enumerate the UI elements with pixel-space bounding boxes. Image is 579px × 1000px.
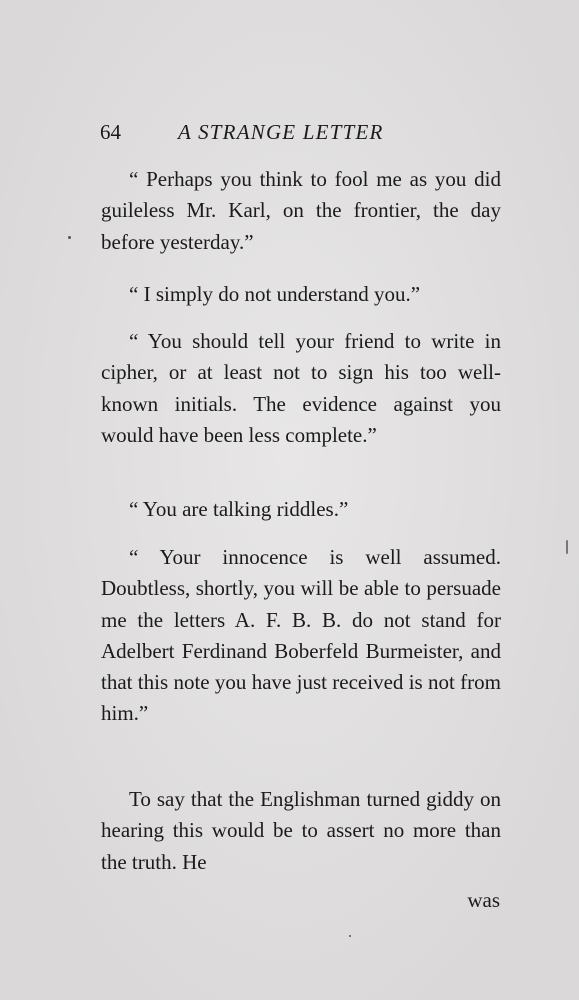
- paragraph-4: “ You are talking riddles.”: [129, 497, 349, 521]
- paper-speck: [349, 935, 351, 937]
- paper-speck: [68, 236, 71, 239]
- paragraph-3: “ You should tell your friend to write in cipher, or at least not to sign his too well-known initials. The evidence against you would have been less complete.”: [101, 329, 501, 447]
- paper-mark: [566, 540, 568, 554]
- page-header: [100, 118, 500, 146]
- paragraph-5: “ Your innocence is well assumed. Doubtless, shortly, you will be able to persuade me the letters A. F. B. B. do not stand for Adelbert Ferdinand Boberfeld Burmeister, and that this note you have just received is not from him.”: [101, 545, 501, 726]
- running-head: A STRANGE LETTER: [178, 120, 384, 144]
- catchword: was: [467, 888, 500, 912]
- paragraph-2: “ I simply do not understand you.”: [129, 282, 421, 306]
- page-number: 64: [100, 120, 121, 144]
- paragraph-6: To say that the Englishman turned giddy on hearing this would be to assert no more than the truth. He: [101, 787, 501, 874]
- paragraph-1: “ Perhaps you think to fool me as you did guileless Mr. Karl, on the frontier, the day before yesterday.”: [101, 167, 501, 254]
